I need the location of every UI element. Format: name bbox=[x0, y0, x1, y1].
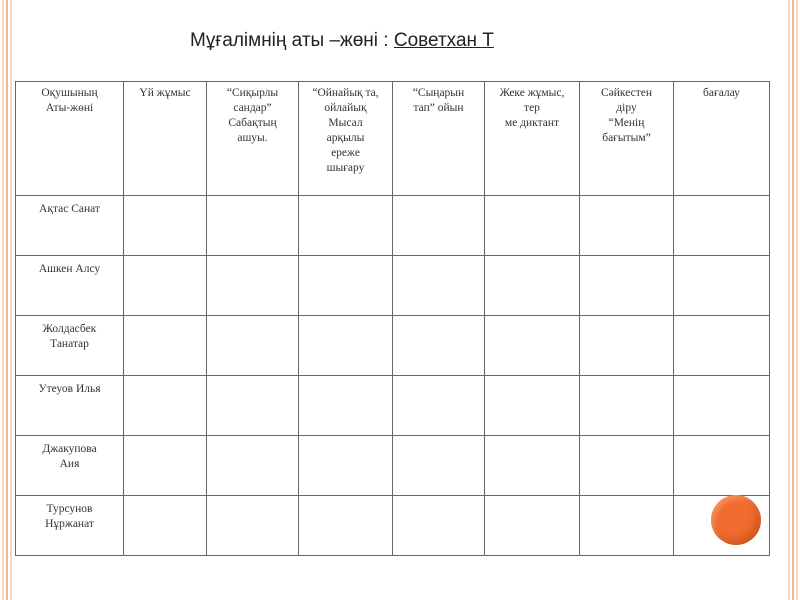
grade-cell[interactable] bbox=[124, 196, 207, 256]
column-header: Үй жұмыс bbox=[124, 82, 207, 196]
grade-cell[interactable] bbox=[207, 316, 299, 376]
student-name-cell: Джакупова Аия bbox=[16, 436, 124, 496]
grade-cell[interactable] bbox=[124, 376, 207, 436]
column-header: “Сыңарын тап” ойын bbox=[393, 82, 485, 196]
grade-cell[interactable] bbox=[674, 436, 770, 496]
grade-cell[interactable] bbox=[674, 316, 770, 376]
grade-cell[interactable] bbox=[485, 496, 580, 556]
grade-cell[interactable] bbox=[124, 256, 207, 316]
column-header: бағалау bbox=[674, 82, 770, 196]
table-row bbox=[16, 436, 770, 496]
left-decorative-border bbox=[0, 0, 14, 600]
grade-cell[interactable] bbox=[207, 256, 299, 316]
grade-cell[interactable] bbox=[299, 196, 393, 256]
page-title bbox=[190, 30, 494, 52]
header-row bbox=[16, 82, 770, 196]
grade-cell[interactable] bbox=[393, 496, 485, 556]
grade-cell[interactable] bbox=[485, 196, 580, 256]
grade-cell[interactable] bbox=[207, 196, 299, 256]
student-name-cell: Ашкен Алсу bbox=[16, 256, 124, 316]
grade-cell[interactable] bbox=[299, 256, 393, 316]
grade-cell[interactable] bbox=[485, 436, 580, 496]
grade-cell[interactable] bbox=[580, 436, 674, 496]
grade-cell[interactable] bbox=[124, 436, 207, 496]
grade-cell[interactable] bbox=[207, 496, 299, 556]
table-row bbox=[16, 376, 770, 436]
grade-cell[interactable] bbox=[299, 436, 393, 496]
student-name-cell: Утеуов Илья bbox=[16, 376, 124, 436]
right-decorative-border bbox=[786, 0, 800, 600]
column-header: Сәйкестен діру “Менің бағытым” bbox=[580, 82, 674, 196]
column-header: “Сиқырлы сандар” Сабақтың ашуы. bbox=[207, 82, 299, 196]
grade-cell[interactable] bbox=[393, 256, 485, 316]
grade-table bbox=[15, 81, 770, 556]
grade-cell[interactable] bbox=[393, 316, 485, 376]
grade-cell[interactable] bbox=[393, 196, 485, 256]
grade-cell[interactable] bbox=[393, 376, 485, 436]
grade-cell[interactable] bbox=[580, 376, 674, 436]
grade-cell[interactable] bbox=[299, 496, 393, 556]
student-name-cell: Турсунов Нұржанат bbox=[16, 496, 124, 556]
table-row bbox=[16, 496, 770, 556]
grade-cell[interactable] bbox=[674, 196, 770, 256]
column-header: Жеке жұмыс, тер ме диктант bbox=[485, 82, 580, 196]
grade-cell[interactable] bbox=[674, 376, 770, 436]
grade-cell[interactable] bbox=[207, 436, 299, 496]
column-header: Оқушының Аты-жөні bbox=[16, 82, 124, 196]
table-row bbox=[16, 316, 770, 376]
orange-circle-decoration bbox=[711, 495, 761, 545]
column-header: “Ойнайық та, ойлайық Мысал арқылы ереже шығару bbox=[299, 82, 393, 196]
grade-cell[interactable] bbox=[124, 496, 207, 556]
student-name-cell: Жолдасбек Танатар bbox=[16, 316, 124, 376]
table-row bbox=[16, 196, 770, 256]
grade-cell[interactable] bbox=[485, 376, 580, 436]
grade-cell[interactable] bbox=[485, 256, 580, 316]
student-name-cell: Ақтас Санат bbox=[16, 196, 124, 256]
table-row bbox=[16, 256, 770, 316]
grade-cell[interactable] bbox=[207, 376, 299, 436]
grade-cell[interactable] bbox=[580, 196, 674, 256]
grade-cell[interactable] bbox=[580, 496, 674, 556]
teacher-label: Мұғалімнің аты –жөні : bbox=[190, 30, 394, 51]
grade-cell[interactable] bbox=[124, 316, 207, 376]
grade-cell[interactable] bbox=[393, 436, 485, 496]
grade-cell[interactable] bbox=[580, 256, 674, 316]
grade-cell[interactable] bbox=[485, 316, 580, 376]
grade-cell[interactable] bbox=[580, 316, 674, 376]
grade-cell[interactable] bbox=[299, 316, 393, 376]
teacher-name: Советхан Т bbox=[393, 30, 494, 51]
grade-cell[interactable] bbox=[674, 256, 770, 316]
grade-cell[interactable] bbox=[299, 376, 393, 436]
